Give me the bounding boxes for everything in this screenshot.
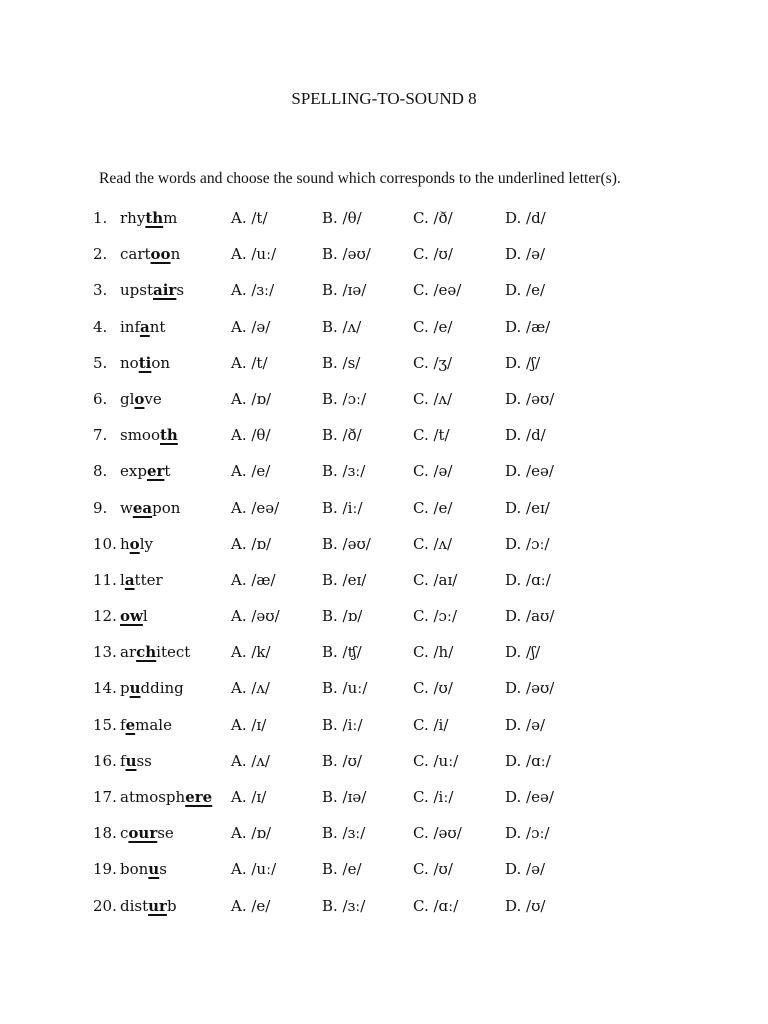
underlined-letters: u bbox=[148, 860, 160, 879]
word-before: h bbox=[120, 534, 130, 553]
word-after: itect bbox=[156, 643, 191, 662]
option-b[interactable]: B. /s/ bbox=[322, 353, 361, 372]
question-word bbox=[120, 750, 152, 772]
question-row bbox=[0, 786, 768, 822]
option-c[interactable]: C. /uː/ bbox=[413, 751, 459, 770]
option-a[interactable]: A. /ɪ/ bbox=[231, 715, 267, 734]
word-after: pon bbox=[152, 498, 181, 517]
underlined-letters: ch bbox=[136, 643, 157, 662]
question-row bbox=[0, 858, 768, 894]
question-number: 16. bbox=[93, 751, 117, 770]
word-before: bon bbox=[120, 860, 149, 879]
option-b[interactable]: B. /əʊ/ bbox=[322, 245, 371, 264]
option-a[interactable]: A. /θ/ bbox=[231, 426, 271, 445]
option-d[interactable]: D. /d/ bbox=[505, 426, 546, 445]
question-list bbox=[0, 207, 768, 931]
option-b[interactable]: B. /ʌ/ bbox=[322, 317, 362, 336]
word-after: ss bbox=[136, 751, 152, 770]
underlined-letters: u bbox=[129, 679, 141, 698]
option-b[interactable]: B. /ɪə/ bbox=[322, 788, 367, 806]
question-word bbox=[120, 677, 184, 699]
question-word bbox=[120, 533, 153, 555]
word-before: c bbox=[120, 824, 129, 843]
word-before: atmosph bbox=[120, 788, 186, 806]
question-number: 18. bbox=[93, 824, 117, 843]
question-word bbox=[120, 714, 172, 736]
underlined-letters: oo bbox=[150, 245, 171, 264]
option-a[interactable]: A. /ə/ bbox=[231, 317, 271, 336]
word-before: p bbox=[120, 679, 130, 698]
option-c[interactable]: C. /iː/ bbox=[413, 788, 454, 806]
option-a[interactable]: A. /uː/ bbox=[231, 245, 277, 264]
underlined-letters: u bbox=[125, 751, 137, 770]
question-number: 1. bbox=[93, 209, 108, 227]
word-after: n bbox=[170, 245, 181, 264]
word-after: male bbox=[135, 715, 172, 734]
option-d[interactable]: D. /ə/ bbox=[505, 860, 546, 879]
option-a[interactable]: A. /eə/ bbox=[231, 498, 280, 517]
question-row bbox=[0, 895, 768, 931]
option-b[interactable]: B. /ɜː/ bbox=[322, 896, 366, 915]
question-number: 17. bbox=[93, 788, 117, 806]
word-after: ve bbox=[144, 389, 162, 408]
word-after: ly bbox=[139, 534, 153, 553]
question-word bbox=[120, 243, 180, 265]
option-d[interactable]: D. /ɑː/ bbox=[505, 751, 551, 770]
option-d[interactable]: D. /ə/ bbox=[505, 715, 546, 734]
question-word bbox=[120, 822, 174, 844]
underlined-letters: er bbox=[146, 462, 165, 481]
question-row bbox=[0, 750, 768, 786]
question-word bbox=[120, 388, 162, 410]
word-before: inf bbox=[120, 317, 141, 336]
question-number: 12. bbox=[93, 607, 117, 626]
option-c[interactable]: C. /ʊ/ bbox=[413, 679, 453, 698]
option-d[interactable]: D. /ʃ/ bbox=[505, 643, 541, 662]
option-a[interactable]: A. /æ/ bbox=[231, 570, 276, 589]
question-number: 8. bbox=[93, 462, 108, 481]
question-row bbox=[0, 822, 768, 858]
word-before: f bbox=[120, 751, 126, 770]
question-word bbox=[120, 424, 178, 446]
option-b[interactable]: B. /uː/ bbox=[322, 679, 368, 698]
option-b[interactable]: B. /ɜː/ bbox=[322, 824, 366, 843]
question-word bbox=[120, 895, 177, 917]
option-c[interactable]: C. /e/ bbox=[413, 317, 453, 336]
option-d[interactable]: D. /ɔː/ bbox=[505, 824, 550, 843]
option-b[interactable]: B. /θ/ bbox=[322, 209, 362, 227]
option-d[interactable]: D. /ə/ bbox=[505, 245, 546, 264]
word-before: w bbox=[120, 498, 133, 517]
question-row bbox=[0, 424, 768, 460]
question-number: 15. bbox=[93, 715, 117, 734]
word-before: smoo bbox=[120, 426, 160, 445]
underlined-letters: e bbox=[125, 715, 136, 734]
question-number: 10. bbox=[93, 534, 117, 553]
option-a[interactable]: A. /e/ bbox=[231, 896, 271, 915]
word-after: s bbox=[159, 860, 167, 879]
word-after: se bbox=[157, 824, 174, 843]
question-row bbox=[0, 714, 768, 750]
underlined-letters: o bbox=[134, 389, 145, 408]
word-before: l bbox=[120, 570, 125, 589]
question-row bbox=[0, 569, 768, 605]
word-before: upst bbox=[120, 281, 153, 300]
question-row bbox=[0, 207, 768, 243]
question-word bbox=[120, 279, 184, 301]
option-c[interactable]: C. /i/ bbox=[413, 715, 449, 734]
option-d[interactable]: D. /ɑː/ bbox=[505, 570, 551, 589]
option-b[interactable]: B. /ɔː/ bbox=[322, 389, 367, 408]
question-number: 2. bbox=[93, 245, 108, 264]
question-number: 11. bbox=[93, 570, 117, 589]
option-d[interactable]: D. /əʊ/ bbox=[505, 389, 555, 408]
word-after: b bbox=[166, 896, 177, 915]
question-word bbox=[120, 460, 170, 482]
word-after: s bbox=[176, 281, 185, 300]
option-d[interactable]: D. /æ/ bbox=[505, 317, 551, 336]
option-b[interactable]: B. /ɒ/ bbox=[322, 607, 363, 626]
question-number: 4. bbox=[93, 317, 108, 336]
option-a[interactable]: A. /ʌ/ bbox=[231, 751, 270, 770]
option-b[interactable]: B. /ʧ/ bbox=[322, 643, 362, 662]
underlined-letters: th bbox=[159, 426, 178, 445]
word-before: cart bbox=[120, 245, 151, 264]
word-before: rhy bbox=[120, 209, 146, 227]
question-word bbox=[120, 316, 165, 338]
question-word bbox=[120, 786, 212, 808]
option-c[interactable]: C. /aɪ/ bbox=[413, 570, 458, 589]
question-word bbox=[120, 641, 190, 663]
option-d[interactable]: D. /ʃ/ bbox=[505, 353, 541, 372]
underlined-letters: our bbox=[128, 824, 158, 843]
option-d[interactable]: D. /ʊ/ bbox=[505, 896, 546, 915]
question-number: 19. bbox=[93, 860, 117, 879]
option-b[interactable]: B. /ʊ/ bbox=[322, 751, 362, 770]
option-b[interactable]: B. /eɪ/ bbox=[322, 570, 367, 589]
question-number: 13. bbox=[93, 643, 117, 662]
underlined-letters: ere bbox=[185, 788, 213, 806]
word-after: on bbox=[151, 353, 171, 372]
underlined-letters: ur bbox=[148, 896, 167, 915]
option-a[interactable]: A. /t/ bbox=[231, 353, 268, 372]
question-row bbox=[0, 352, 768, 388]
page-title: SPELLING-TO-SOUND 8 bbox=[291, 89, 477, 108]
option-b[interactable]: B. /iː/ bbox=[322, 715, 363, 734]
question-number: 9. bbox=[93, 498, 108, 517]
question-word bbox=[120, 605, 148, 627]
option-c[interactable]: C. /ʊ/ bbox=[413, 860, 453, 879]
underlined-letters: air bbox=[153, 281, 177, 300]
option-c[interactable]: C. /t/ bbox=[413, 426, 450, 445]
option-c[interactable]: C. /h/ bbox=[413, 643, 454, 662]
option-c[interactable]: C. /ʒ/ bbox=[413, 353, 453, 372]
word-before: exp bbox=[120, 462, 147, 481]
question-row bbox=[0, 605, 768, 641]
word-after: m bbox=[163, 209, 178, 227]
option-c[interactable]: C. /ʊ/ bbox=[413, 245, 453, 264]
option-c[interactable]: C. /ʌ/ bbox=[413, 389, 453, 408]
underlined-letters: o bbox=[129, 534, 140, 553]
question-word bbox=[120, 569, 163, 591]
question-row bbox=[0, 243, 768, 279]
option-a[interactable]: A. /t/ bbox=[231, 209, 268, 227]
underlined-letters: a bbox=[140, 317, 150, 336]
word-before: no bbox=[120, 353, 139, 372]
option-d[interactable]: D. /e/ bbox=[505, 281, 546, 300]
question-number: 6. bbox=[93, 389, 108, 408]
option-c[interactable]: C. /ð/ bbox=[413, 209, 453, 227]
question-word bbox=[120, 352, 170, 374]
option-c[interactable]: C. /ə/ bbox=[413, 462, 453, 481]
word-after: t bbox=[164, 462, 171, 481]
option-b[interactable]: B. /iː/ bbox=[322, 498, 363, 517]
option-b[interactable]: B. /ɪə/ bbox=[322, 281, 367, 300]
option-a[interactable]: A. /əʊ/ bbox=[231, 607, 280, 626]
question-word bbox=[120, 858, 167, 880]
underlined-letters: th bbox=[145, 209, 164, 227]
word-after: dding bbox=[140, 679, 184, 698]
option-c[interactable]: C. /e/ bbox=[413, 498, 453, 517]
word-before: dist bbox=[120, 896, 149, 915]
option-d[interactable]: D. /eɪ/ bbox=[505, 498, 550, 517]
option-a[interactable]: A. /k/ bbox=[231, 643, 271, 662]
option-a[interactable]: A. /uː/ bbox=[231, 860, 277, 879]
option-c[interactable]: C. /əʊ/ bbox=[413, 824, 462, 843]
option-a[interactable]: A. /ɜː/ bbox=[231, 281, 275, 300]
question-row bbox=[0, 279, 768, 315]
question-row bbox=[0, 533, 768, 569]
question-number: 5. bbox=[93, 353, 108, 372]
word-before: f bbox=[120, 715, 126, 734]
underlined-letters: a bbox=[124, 570, 135, 589]
option-c[interactable]: C. /ɔː/ bbox=[413, 607, 458, 626]
option-c[interactable]: C. /ʌ/ bbox=[413, 534, 453, 553]
word-after: tter bbox=[134, 570, 163, 589]
option-a[interactable]: A. /ɒ/ bbox=[231, 534, 272, 553]
option-a[interactable]: A. /ɒ/ bbox=[231, 824, 272, 843]
option-a[interactable]: A. /ɒ/ bbox=[231, 389, 272, 408]
underlined-letters: ea bbox=[132, 498, 153, 517]
option-d[interactable]: D. /eə/ bbox=[505, 788, 554, 806]
option-a[interactable]: A. /ɪ/ bbox=[231, 788, 267, 806]
question-row bbox=[0, 316, 768, 352]
question-row bbox=[0, 677, 768, 713]
underlined-letters: ow bbox=[120, 607, 143, 626]
word-after: l bbox=[142, 607, 148, 626]
instructions-text: Read the words and choose the sound which corresponds to the underlined letter(s). bbox=[99, 170, 621, 187]
option-c[interactable]: C. /ɑː/ bbox=[413, 896, 459, 915]
question-number: 14. bbox=[93, 679, 117, 698]
option-a[interactable]: A. /e/ bbox=[231, 462, 271, 481]
question-number: 3. bbox=[93, 281, 108, 300]
underlined-letters: ti bbox=[138, 353, 152, 372]
question-row bbox=[0, 460, 768, 496]
option-d[interactable]: D. /ɔː/ bbox=[505, 534, 550, 553]
option-c[interactable]: C. /eə/ bbox=[413, 281, 462, 300]
question-word bbox=[120, 207, 177, 229]
word-before: ar bbox=[120, 643, 137, 662]
question-row bbox=[0, 388, 768, 424]
word-before: gl bbox=[120, 389, 135, 408]
word-after: nt bbox=[149, 317, 166, 336]
option-b[interactable]: B. /əʊ/ bbox=[322, 534, 371, 553]
option-d[interactable]: D. /eə/ bbox=[505, 462, 554, 481]
option-a[interactable]: A. /ʌ/ bbox=[231, 679, 270, 698]
option-d[interactable]: D. /aʊ/ bbox=[505, 607, 555, 626]
option-b[interactable]: B. /ð/ bbox=[322, 426, 362, 445]
question-number: 7. bbox=[93, 426, 108, 445]
option-d[interactable]: D. /əʊ/ bbox=[505, 679, 555, 698]
question-number: 20. bbox=[93, 896, 117, 915]
option-d[interactable]: D. /d/ bbox=[505, 209, 546, 227]
question-row bbox=[0, 641, 768, 677]
question-word bbox=[120, 497, 180, 519]
question-row bbox=[0, 497, 768, 533]
option-b[interactable]: B. /e/ bbox=[322, 860, 362, 879]
option-b[interactable]: B. /ɜː/ bbox=[322, 462, 366, 481]
